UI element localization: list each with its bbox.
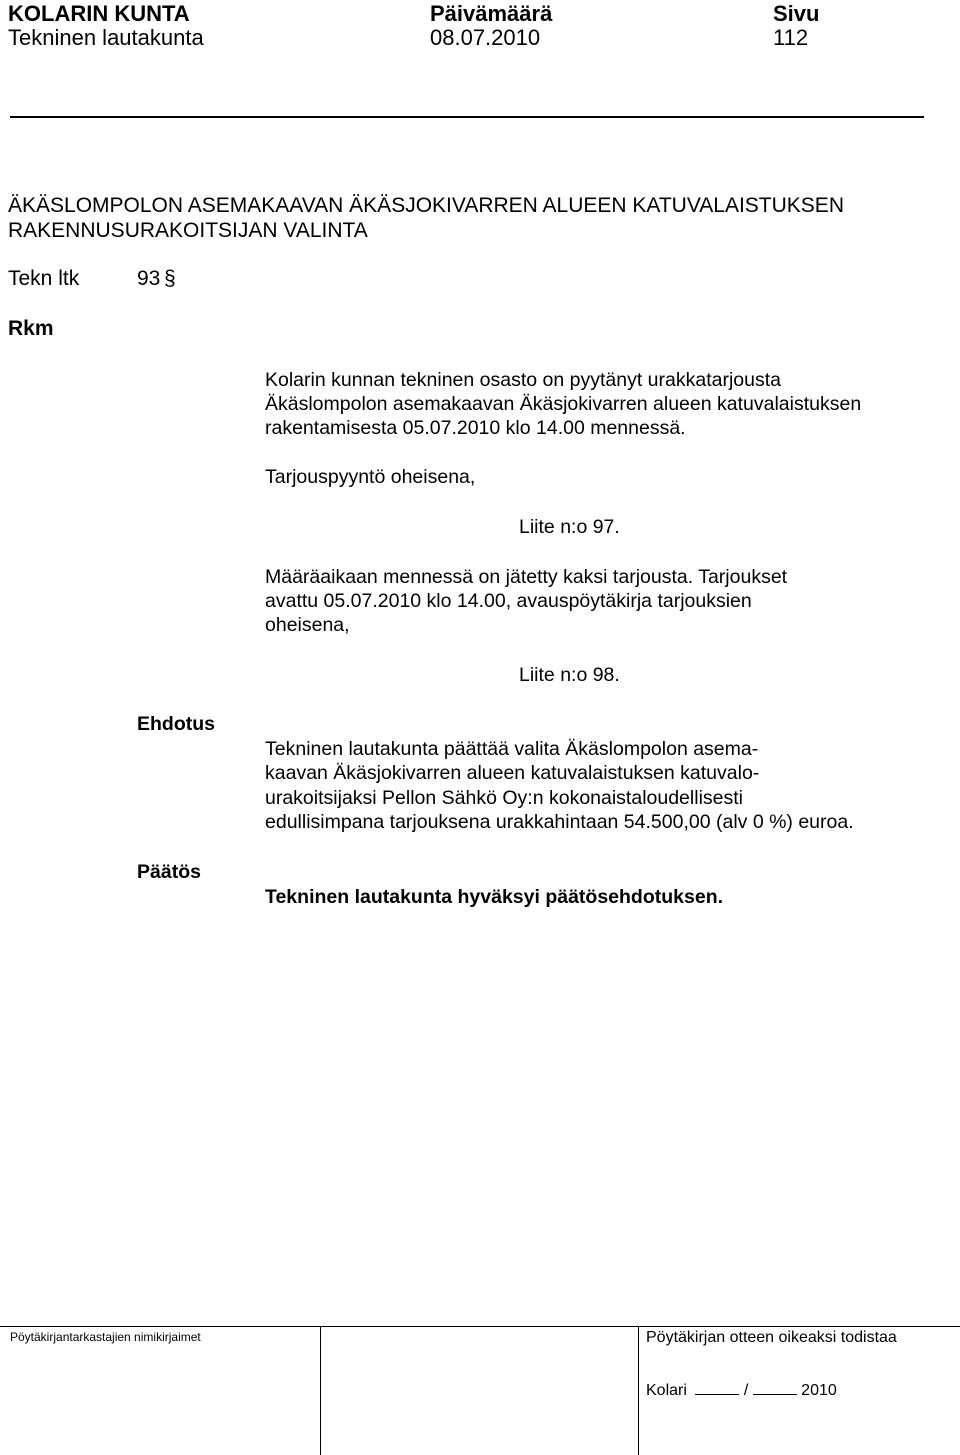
org-name: KOLARIN KUNTA <box>8 1 190 26</box>
proposal-line1: Tekninen lautakunta päättää valita Äkäslompolon asema- <box>265 738 759 760</box>
body-paragraph1-line3: rakentamisesta 05.07.2010 klo 14.00 mennessä. <box>265 417 686 439</box>
footer-year: 2010 <box>801 1382 837 1399</box>
decision-label: Päätös <box>137 861 201 883</box>
body-paragraph3-line2: avattu 05.07.2010 klo 14.00, avauspöytäkirja tarjouksien <box>265 590 752 612</box>
section-title-line1: ÄKÄSLOMPOLON ASEMAKAAVAN ÄKÄSJOKIVARREN ALUEEN KATUVALAISTUKSEN <box>8 194 844 217</box>
body-paragraph3-line1: Määräaikaan mennessä on jätetty kaksi tarjousta. Tarjoukset <box>265 566 788 588</box>
section-title-line2: RAKENNUSURAKOITSIJAN VALINTA <box>8 219 368 242</box>
attachment-98: Liite n:o 98. <box>519 664 620 686</box>
preparer: Rkm <box>8 317 54 340</box>
footer-divider-right <box>638 1326 639 1455</box>
page-label: Sivu <box>773 1 820 26</box>
date-label: Päivämäärä <box>430 1 553 26</box>
section-mark: § <box>164 267 176 290</box>
board-name: Tekninen lautakunta <box>8 25 204 50</box>
footer-slash: / <box>743 1382 749 1399</box>
body-paragraph1-line1: Kolarin kunnan tekninen osasto on pyytänyt urakkatarjousta <box>265 369 781 391</box>
body-paragraph2: Tarjouspyyntö oheisena, <box>265 466 476 488</box>
proposal-line3: urakoitsijaksi Pellon Sähkö Oy:n kokonaistaloudellisesti <box>265 787 743 809</box>
proposal-line2: kaavan Äkäsjokivarren alueen katuvalaistuksen katuvalo- <box>265 762 760 784</box>
attachment-97: Liite n:o 97. <box>519 516 620 538</box>
footer-signature-date <box>646 1378 837 1400</box>
committee-ref-label: Tekn ltk <box>8 267 80 290</box>
meeting-date: 08.07.2010 <box>430 25 541 50</box>
footer-certify-label: Pöytäkirjan otteen oikeaksi todistaa <box>646 1329 897 1346</box>
header-rule <box>10 116 924 118</box>
body-paragraph3-line3: oheisena, <box>265 614 350 636</box>
proposal-label: Ehdotus <box>137 713 215 735</box>
month-blank <box>753 1378 797 1395</box>
footer-initials-label: Pöytäkirjantarkastajien nimikirjaimet <box>10 1330 201 1344</box>
body-paragraph1-line2: Äkäslompolon asemakaavan Äkäsjokivarren alueen katuvalaistuksen <box>265 393 862 415</box>
page-number: 112 <box>773 25 809 50</box>
footer-divider-left <box>320 1326 321 1455</box>
proposal-line4: edullisimpana tarjouksena urakkahintaan 54.500,00 (alv 0 %) euroa. <box>265 811 854 833</box>
day-blank <box>695 1378 739 1395</box>
decision-text: Tekninen lautakunta hyväksyi päätösehdotuksen. <box>265 886 724 908</box>
footer-place: Kolari <box>646 1382 687 1399</box>
section-number: 93 <box>137 267 161 290</box>
footer-rule <box>0 1326 960 1327</box>
